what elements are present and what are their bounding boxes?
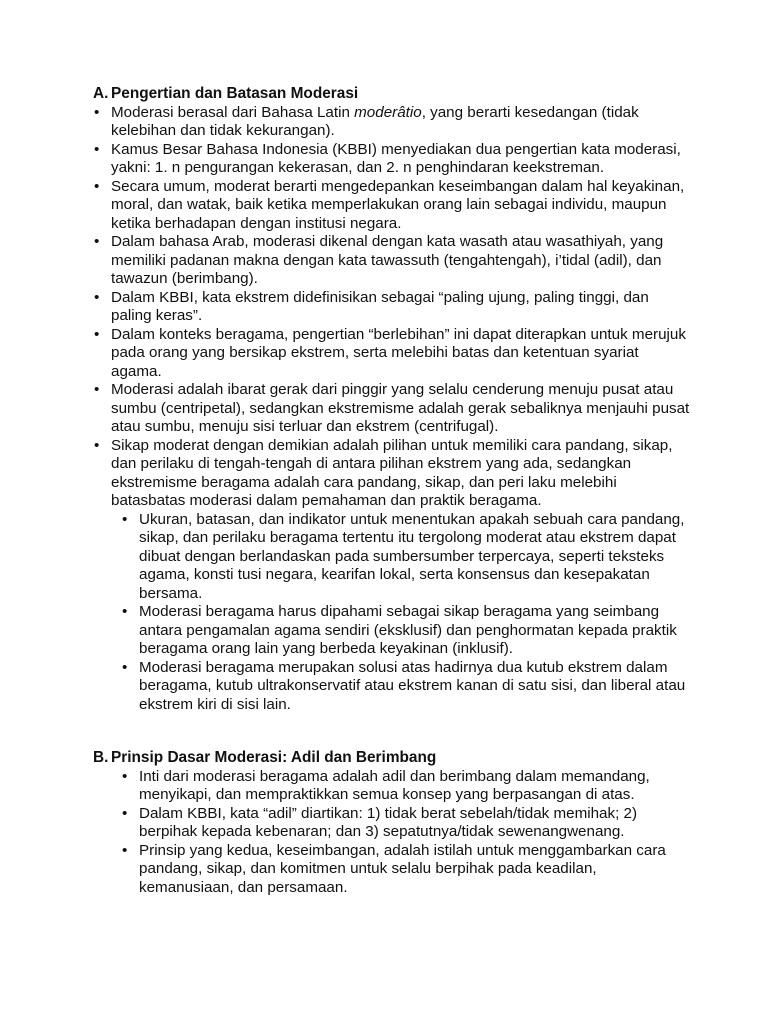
list-item: [93, 289, 693, 326]
list-item: [93, 233, 693, 289]
section-a-number: A.: [93, 85, 109, 102]
sublist-item-text: Inti dari moderasi beragama adalah adil dan berimbang dalam memandang, menyikapi, dan mempraktikkan semua konsep yang berpasangan di atas.: [139, 767, 650, 803]
list-item-text: Moderasi berasal dari Bahasa Latin: [111, 103, 355, 121]
sublist-item: [121, 511, 693, 604]
sublist-item: [121, 805, 693, 842]
section-b-number: B.: [93, 749, 109, 766]
sublist-item-text: Dalam KBBI, kata “adil” diartikan: 1) tidak berat sebelah/tidak memihak; 2) berpihak kepada kebenaran; dan 3) sepatutnya/tidak sewenangwenang.: [139, 804, 638, 840]
sublist-item-text: Moderasi beragama harus dipahami sebagai sikap beragama yang seimbang antara pengamalan agama sendiri (eksklusif) dan penghormatan kepada praktik beragama orang lain yang berbeda keyakinan (inklusif).: [139, 603, 677, 657]
sublist-item: [121, 768, 693, 805]
section-a-heading: [93, 85, 693, 104]
list-item-text: Dalam KBBI, kata ekstrem didefinisikan sebagai “paling ujung, paling tinggi, dan paling keras”.: [111, 288, 649, 324]
bullet-icon: •: [94, 381, 100, 398]
sublist-item-text: Moderasi beragama merupakan solusi atas hadirnya dua kutub ekstrem dalam beragama, kutub ultrakonservatif atau ekstrem kanan di satu sisi, dan liberal atau ekstrem kiri di sisi lain.: [139, 658, 686, 713]
section-a-list: [93, 104, 693, 511]
list-item: [93, 178, 693, 234]
section-a-sublist: [93, 511, 693, 715]
section-b-list: [93, 768, 693, 898]
bullet-icon: •: [94, 233, 100, 250]
bullet-icon: •: [94, 288, 100, 306]
list-item: [93, 326, 693, 382]
bullet-icon: •: [94, 436, 100, 454]
sublist-item-text: Ukuran, batasan, dan indikator untuk menentukan apakah sebuah cara pandang, sikap, dan perilaku beragama tertentu itu tergolong moderat atau ekstrem dapat dibuat dengan berlandaskan pada sumbersumber terpercaya, seperti teksteks agama, konsti tusi negara, kearifan lokal, serta konsensus dan kesepakatan bersama.: [139, 510, 685, 602]
bullet-icon: •: [94, 325, 100, 343]
list-item: [93, 104, 693, 141]
sublist-item: [121, 659, 693, 715]
list-item-text: Kamus Besar Bahasa Indonesia (KBBI) menyediakan dua pengertian kata moderasi, yakni: 1. n pengurangan kekerasan, dan 2. n penghindaran keekstreman.: [111, 140, 681, 176]
list-item-text: Dalam konteks beragama, pengertian “berlebihan” ini dapat diterapkan untuk merujuk pada orang yang bersikap ekstrem, serta melebihi batas dan ketentuan syariat agama.: [111, 325, 686, 380]
bullet-icon: •: [122, 767, 128, 785]
section-b-title: Prinsip Dasar Moderasi: Adil dan Berimbang: [111, 749, 437, 766]
list-item-text: Secara umum, moderat berarti mengedepankan keseimbangan dalam hal keyakinan, moral, dan watak, baik ketika memperlakukan orang lain sebagai individu, maupun ketika berhadapan dengan institusi negara.: [111, 177, 685, 232]
sublist-item: [121, 603, 693, 659]
section-a: [93, 85, 693, 714]
section-b-heading: [93, 749, 693, 768]
bullet-icon: •: [122, 841, 128, 859]
bullet-icon: •: [94, 140, 100, 158]
bullet-icon: •: [94, 177, 100, 195]
list-item-text: , yang berarti kesedangan (tidak kelebihan dan tidak kekurangan).: [111, 103, 639, 139]
bullet-icon: •: [122, 804, 128, 822]
list-item-text: Dalam bahasa Arab, moderasi dikenal dengan kata wasath atau wasathiyah, yang memiliki padanan makna dengan kata tawassuth (tengahtengah), i’tidal (adil), dan tawazun (berimbang).: [111, 233, 664, 287]
list-item: [93, 141, 693, 178]
list-item: [93, 381, 693, 437]
section-b: [93, 749, 693, 897]
bullet-icon: •: [122, 658, 128, 676]
sublist-item: [121, 842, 693, 898]
bullet-icon: •: [122, 510, 128, 528]
list-item: [93, 437, 693, 511]
sublist-item-text: Prinsip yang kedua, keseimbangan, adalah istilah untuk menggambarkan cara pandang, sikap, dan komitmen untuk selalu berpihak pada keadilan, kemanusiaan, dan persamaan.: [139, 841, 666, 896]
list-item-text: Sikap moderat dengan demikian adalah pilihan untuk memiliki cara pandang, sikap, dan perilaku di tengah-tengah di antara pilihan ekstrem yang ada, sedangkan ekstremisme beragama adalah cara pandang, sikap, dan peri laku melebihi batasbatas moderasi dalam pemahaman dan praktik beragama.: [111, 436, 673, 509]
list-item-text: Moderasi adalah ibarat gerak dari pinggir yang selalu cenderung menuju pusat atau sumbu (centripetal), sedangkan ekstremisme adalah gerak sebaliknya menjauhi pusat atau sumbu, menuju sisi terluar dan ekstrem (centrifugal).: [111, 381, 690, 435]
list-item-italic: moderâtio: [354, 103, 422, 121]
section-a-title: Pengertian dan Batasan Moderasi: [111, 85, 359, 102]
bullet-icon: •: [94, 103, 100, 121]
bullet-icon: •: [122, 603, 128, 620]
